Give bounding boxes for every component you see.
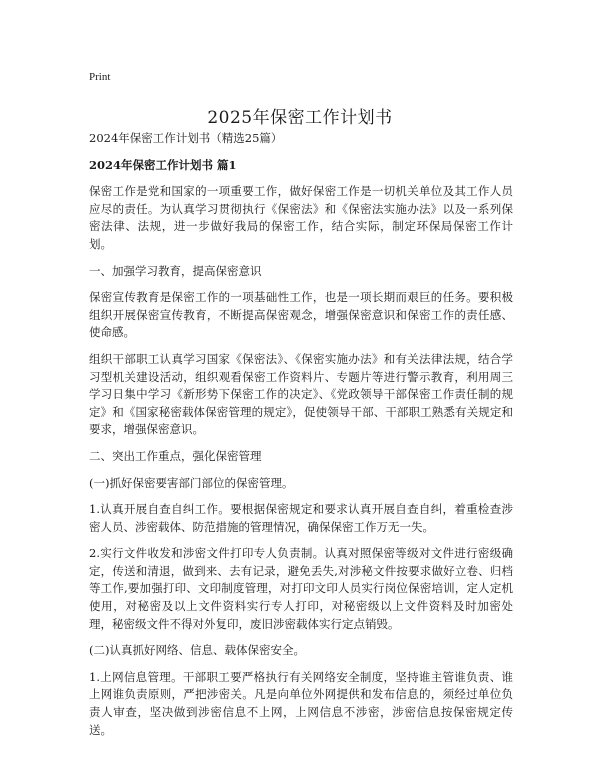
document-subtitle: 2024年保密工作计划书（精选25篇） xyxy=(89,131,283,145)
subheading-network-security: (二)认真抓好网络、信息、载体保密安全。 xyxy=(89,643,305,658)
paragraph-self-inspection: 1.认真开展自查自纠工作。要根据保密规定和要求认真开展自查自纠，着重检查涉密人员、涉密载体、防范措施的管理情况，确保保密工作万无一失。 xyxy=(89,502,513,534)
document-title: 2025年保密工作计划书 xyxy=(207,108,393,128)
paragraph-study: 组织干部职工认真学习国家《保密法》、《保密实施办法》和有关法律法规，结合学习型机关建设活动，组织观看保密工作资料片、专题片等进行警示教育，利用周三学习日集中学习《新形势下保密工作的决定》、《党政领导干部保密工作责任制的规定》和《国家秘密载体保密管理的规定》，促使领导干部、干部职工熟悉有关规定和要求，增强保密意识。 xyxy=(89,351,513,437)
paragraph-online-info: 1.上网信息管理。干部职工要严格执行有关网络安全制度，坚持谁主管谁负责、谁上网谁负责原则，严把涉密关。凡是向单位外网提供和发布信息的，须经过单位负责人审查，坚决做到涉密信息不上网，上网信息不涉密，涉密信息按保密规定传送。 xyxy=(89,669,513,737)
heading-part-2: 二、突出工作重点，强化保密管理 xyxy=(89,448,262,463)
paragraph-intro: 保密工作是党和国家的一项重要工作，做好保密工作是一切机关单位及其工作人员应尽的责任。为认真学习贯彻执行《保密法》和《保密法实施办法》以及一系列保密法律、法规，进一步做好我局的保密工作，结合实际，制定环保局保密工作计划。 xyxy=(89,184,513,251)
paragraph-document-handling: 2.实行文件收发和涉密文件打印专人负责制。认真对照保密等级对文件进行密级确定，传送和清退，做到来、去有记录，避免丢失,对涉秘文件按要求做好立卷、归档等工作,要加强打印、文印制度管理，对打印文印人员实行岗位保密培训，定人定机使用，对秘密及以上文件资料实行专人打印，对秘密级以上文件资料及时加密处理，秘密级文件不得对外复印，废旧涉密载体实行定点销毁。 xyxy=(89,546,513,631)
paragraph-education: 保密宣传教育是保密工作的一项基础性工作，也是一项长期而艰巨的任务。要积极组织开展保密宣传教育，不断提高保密观念，增强保密意识和保密工作的责任感、使命感。 xyxy=(89,290,513,340)
section-heading: 2024年保密工作计划书 篇1 xyxy=(89,157,237,172)
document-body xyxy=(89,130,513,739)
subheading-key-departments: (一)抓好保密要害部门部位的保密管理。 xyxy=(89,475,294,490)
heading-part-1: 一、加强学习教育，提高保密意识 xyxy=(89,263,262,278)
print-label: Print xyxy=(89,71,111,83)
